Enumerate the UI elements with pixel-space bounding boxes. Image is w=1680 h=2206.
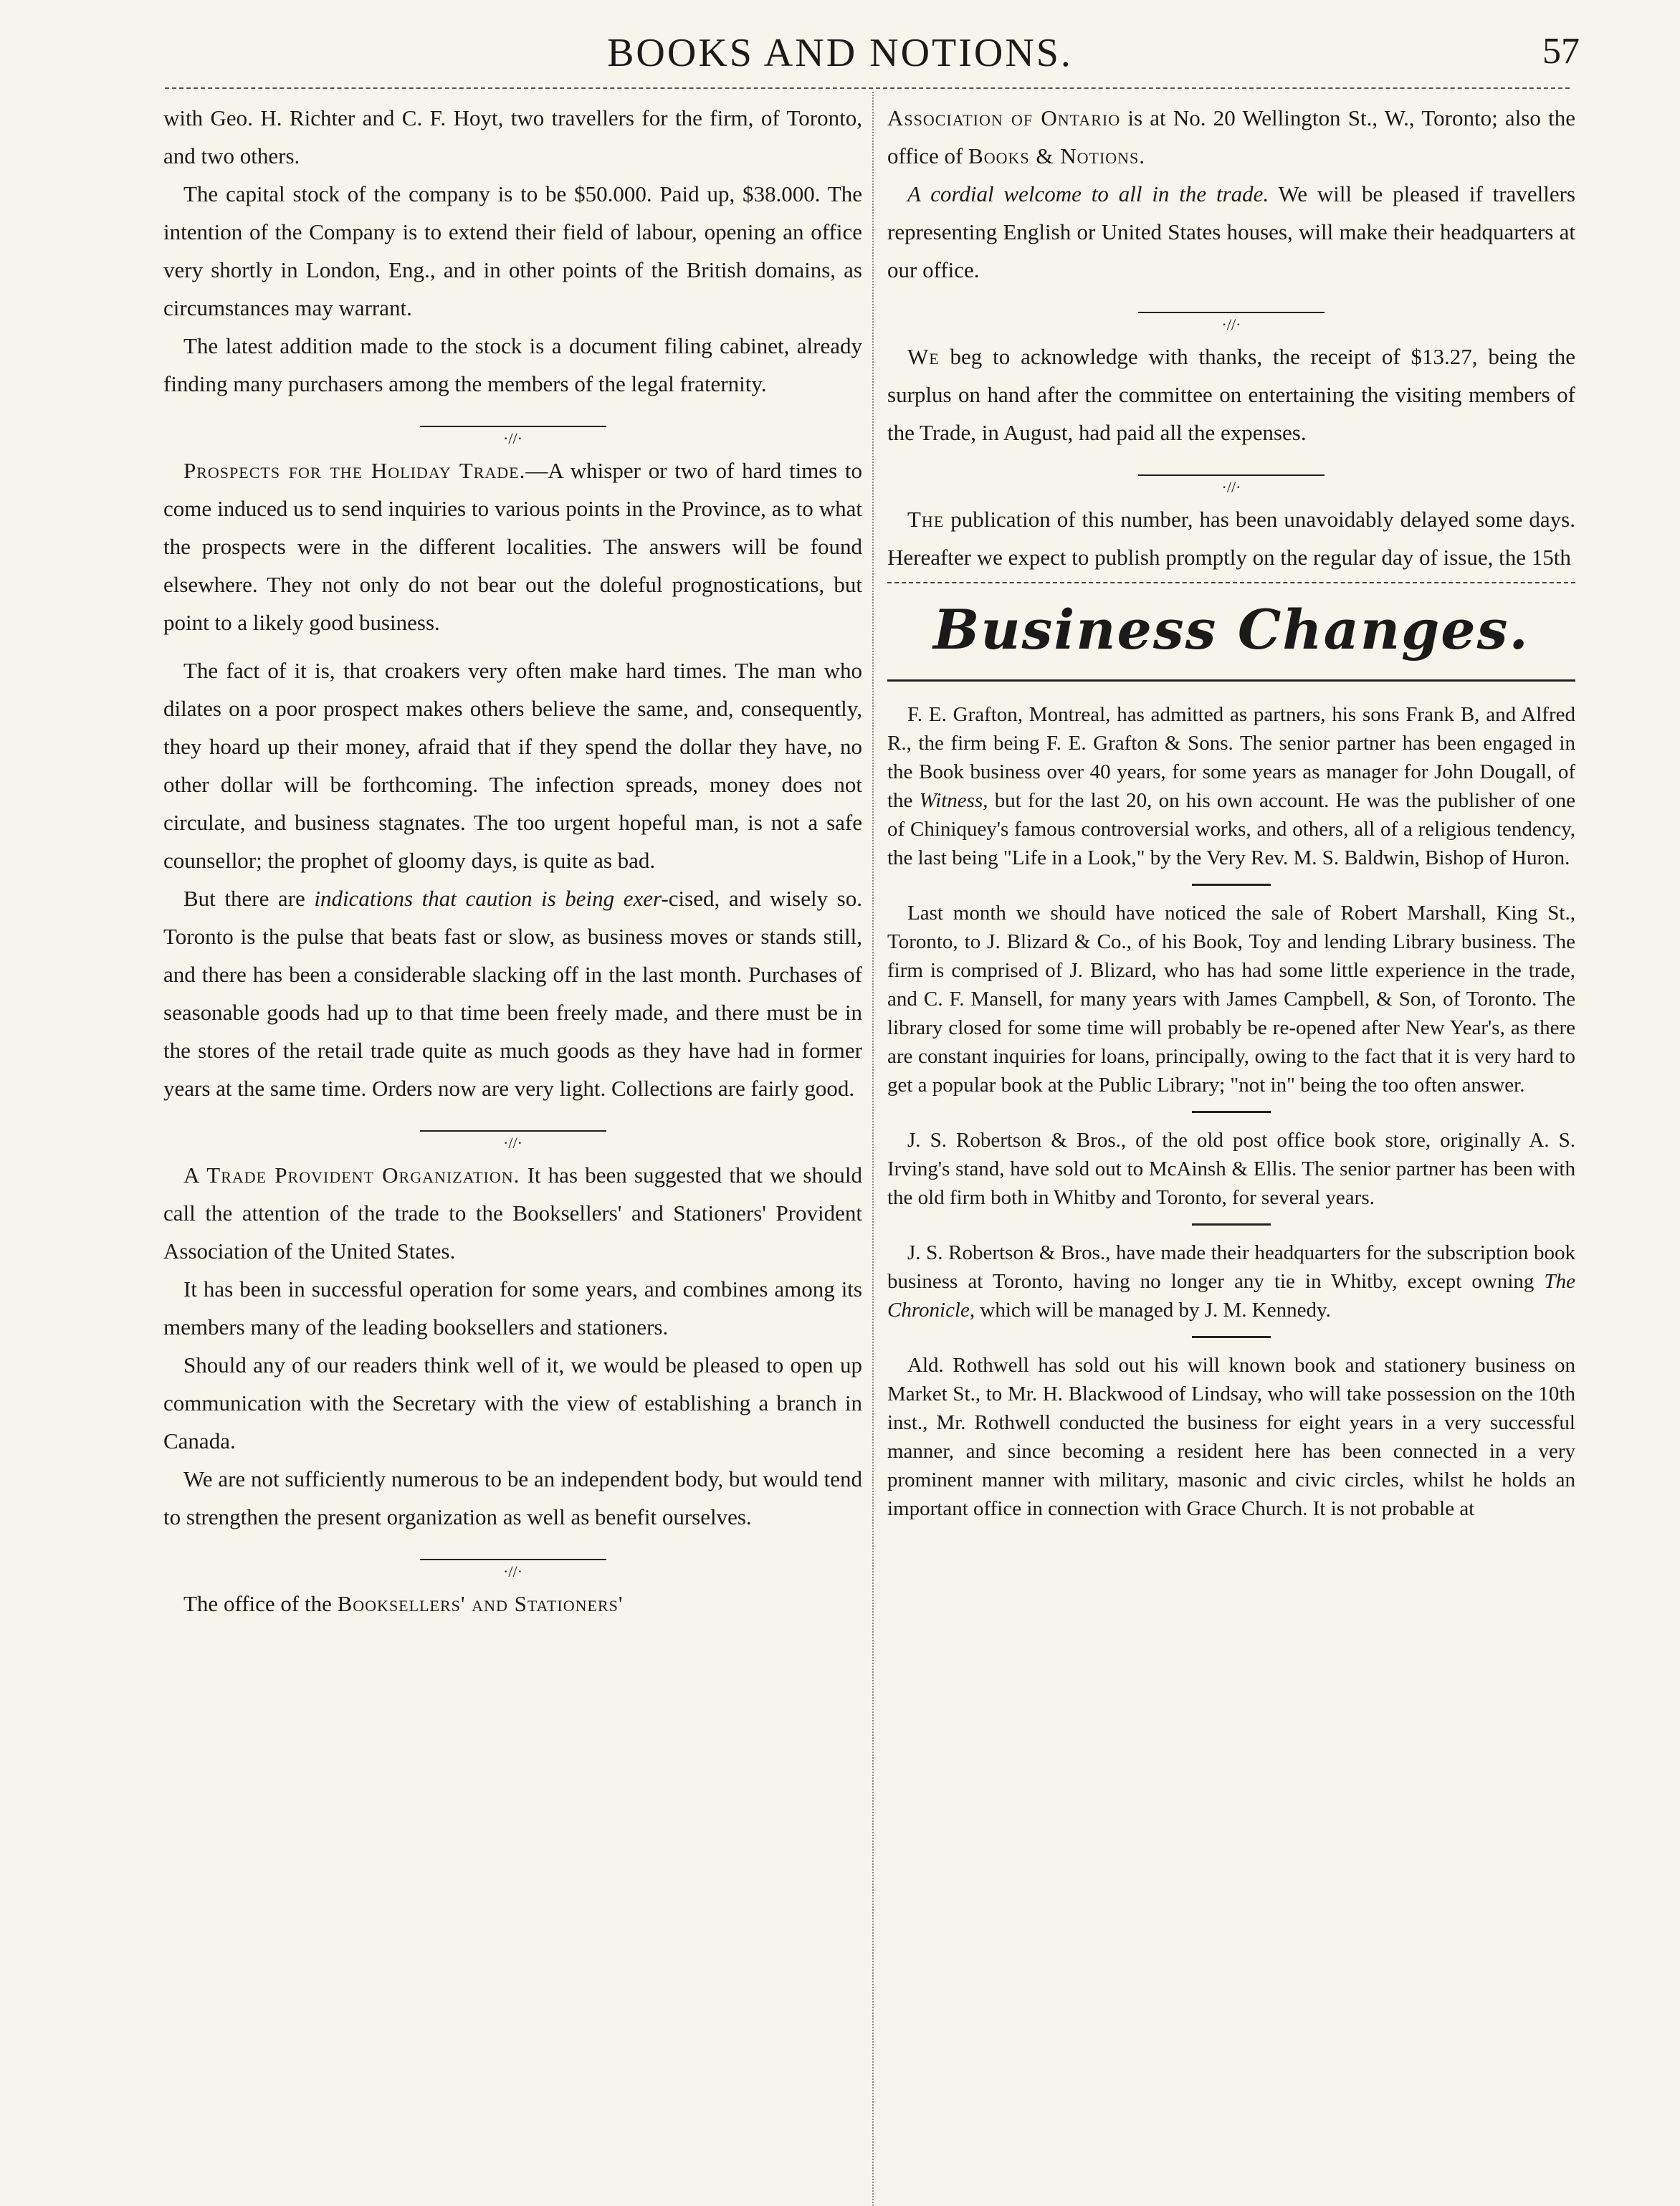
paragraph-welcome: A cordial welcome to all in the trade. We will be pleased if travellers representing English or United States houses, will make their headquarters at our office.: [887, 181, 1575, 282]
running-title: BOOKS AND NOTIONS.: [607, 31, 1073, 75]
section-rule-top: [887, 582, 1575, 583]
notice-grafton: F. E. Grafton, Montreal, has admitted as partners, his sons Frank B, and Alfred R., the firm being F. E. Grafton & Sons. The senior partner has been engaged in the Book business over 40 years, for some years as manager for John Dougall, of the Witness, but for the last 20, on his own account. He was the publisher of one of Chiniquey's famous controversial works, and others, all of a religious tendency, the last being "Life in a Look," by the Very Rev. M. S. Baldwin, Bishop of Huron.: [887, 703, 1575, 869]
prospects-heading: Prospects for the Holiday Trade.: [183, 458, 526, 483]
paragraph-filing-cabinet: The latest addition made to the stock is a document filing cabinet, already finding many purchasers among the members of the legal fraternity.: [163, 333, 862, 396]
paragraph-numerous: We are not sufficiently numerous to be an independent body, but would tend to strengthen the present organization as well as benefit ourselves.: [163, 1466, 862, 1529]
header-rule: [165, 87, 1570, 89]
paragraph-successful: It has been in successful operation for some years, and combines among its members many of the leading booksellers and stationers.: [163, 1276, 862, 1340]
ornamental-separator: ·//·: [420, 417, 606, 436]
paragraph-caution: But there are indications that caution is being exer-cised, and wisely so. Toronto is the pulse that beats fast or slow, as business moves or stands still, and there has been a considerable slacking off in the last month. Purchases of seasonable goods had up to that time been freely made, and there must be in the stores of the retail trade quite as much goods as they have had in former years at the same time. Orders now are very light. Collections are fairly good.: [163, 886, 862, 1101]
paragraph-acknowledge: We beg to acknowledge with thanks, the receipt of $13.27, being the surplus on hand after the committee on entertaining the visiting members of the Trade, in August, had paid all the expenses.: [887, 344, 1575, 445]
ornamental-separator: ·//·: [1138, 303, 1325, 322]
notice-rule: [1192, 1111, 1271, 1113]
notice-robertson-sold: J. S. Robertson & Bros., of the old post office book store, originally A. S. Irving's stand, have sold out to McAinsh & Ellis. The senior partner has been with the old firm both in Whitby and Toronto, for several years.: [887, 1129, 1575, 1209]
notice-rothwell: Ald. Rothwell has sold out his will known book and stationery business on Market St., to Mr. H. Blackwood of Lindsay, who will take possession on the 10th inst., Mr. Rothwell conducted the business for eight years in a very successful manner, and since becoming a resident here has been connected in a very prominent manner with military, masonic and civic circles, whilst he holds an important office in connection with Grace Church. It is not probable at: [887, 1354, 1575, 1520]
paragraph-publication: The publication of this number, has been unavoidably delayed some days. Hereafter we expect to publish promptly on the regular day of issue, the 15th: [887, 507, 1575, 570]
notice-rule: [1192, 1336, 1271, 1338]
left-column: [163, 99, 862, 2167]
column-divider: [872, 92, 874, 2206]
paragraph-richter: with Geo. H. Richter and C. F. Hoyt, two travellers for the firm, of Toronto, and two others.: [163, 105, 862, 168]
notice-rule: [1192, 1223, 1271, 1226]
provident-heading: A Trade Provident Organization.: [183, 1162, 520, 1188]
ornamental-separator: ·//·: [420, 1550, 606, 1569]
paragraph-provident: A Trade Provident Organization. It has been suggested that we should call the attention of the trade to the Booksellers' and Stationers' Provident Association of the United States.: [163, 1162, 862, 1264]
notice-robertson-headquarters: J. S. Robertson & Bros., have made their headquarters for the subscription book business at Toronto, having no longer any tie in Whitby, except owning The Chronicle, which will be managed by J. M. Kennedy.: [887, 1241, 1575, 1322]
page-number: 57: [1542, 31, 1580, 72]
ornamental-separator: ·//·: [1138, 466, 1325, 484]
paragraph-association: Association of Ontario is at No. 20 Wellington St., W., Toronto; also the office of Books & Notions.: [887, 105, 1575, 168]
notice-rule: [1192, 884, 1271, 886]
running-head: [0, 30, 1680, 80]
paragraph-croakers: The fact of it is, that croakers very often make hard times. The man who dilates on a poor prospect makes others believe the same, and, consequently, they hoard up their money, afraid that if they spend the dollar they have, no other dollar will be forthcoming. The infection spreads, money does not circulate, and business stagnates. The too urgent hopeful man, is not a safe counsellor; the prophet of gloomy days, is quite as bad.: [163, 658, 862, 873]
section-rule-bottom: [887, 679, 1575, 682]
paragraph-readers: Should any of our readers think well of it, we would be pleased to open up communication with the Secretary with the view of establishing a branch in Canada.: [163, 1352, 862, 1453]
paragraph-prospects: Prospects for the Holiday Trade.—A whisper or two of hard times to come induced us to send inquiries to various points in the Province, as to what the prospects were in the different localities. The answers will be found elsewhere. They not only do not bear out the doleful prognostications, but point to a likely good business.: [163, 458, 862, 635]
notice-marshall: Last month we should have noticed the sale of Robert Marshall, King St., Toronto, to J. Blizard & Co., of his Book, Toy and lending Library business. The firm is comprised of J. Blizard, who has had some little experience in the trade, and C. F. Mansell, for many years with James Campbell, & Son, of Toronto. The library closed for some time will probably be re-opened after New Year's, as there are constant inquiries for loans, principally, owing to the fact that it is very hard to get a popular book at the Public Library; "not in" being the too often answer.: [887, 902, 1575, 1097]
right-column: [887, 99, 1575, 2167]
paragraph-capital-stock: The capital stock of the company is to be $50.000. Paid up, $38.000. The intention of the Company is to extend their field of labour, opening an office very shortly in London, Eng., and in other points of the British domains, as circumstances may warrant.: [163, 181, 862, 320]
business-notices: [887, 686, 1575, 1523]
ornamental-separator: ·//·: [420, 1122, 606, 1140]
section-heading: Business Changes.: [933, 598, 1529, 662]
paragraph-office: The office of the Booksellers' and Stationers': [183, 1591, 624, 1616]
